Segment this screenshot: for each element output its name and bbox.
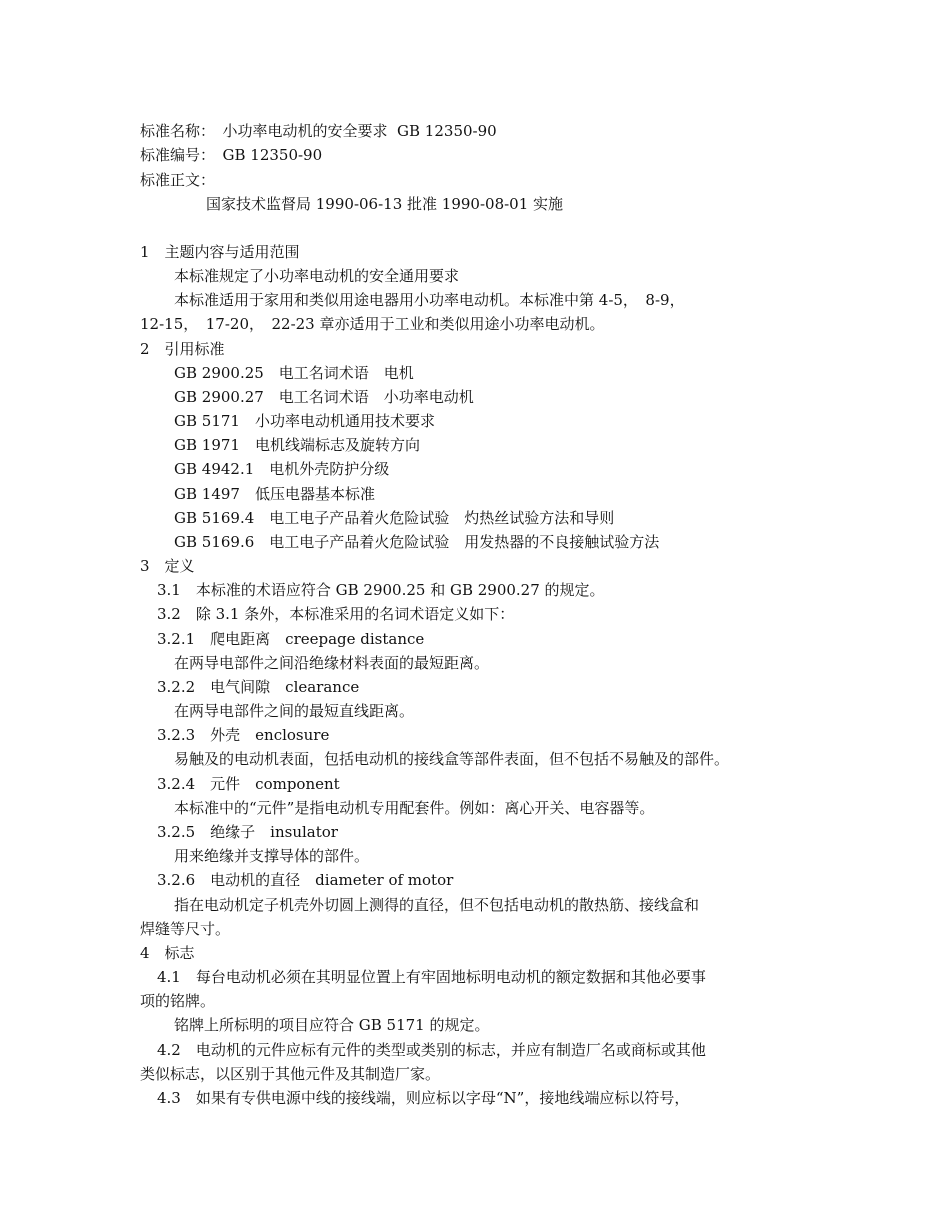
clause-4-1: 4.1 每台电动机必须在其明显位置上有牢固地标明电动机的额定数据和其他必要事 [157,968,706,986]
paragraph: 12-15， 17-20， 22-23 章亦适用于工业和类似用途小功率电动机。 [140,315,605,333]
standard-body-label: 标准正文： [140,171,216,189]
standard-number: 标准编号： GB 12350-90 [140,146,323,164]
reference-item: GB 5171 小功率电动机通用技术要求 [174,412,435,430]
reference-item: GB 2900.27 电工名词术语 小功率电动机 [174,388,474,406]
reference-item: GB 5169.6 电工电子产品着火危险试验 用发热器的不良接触试验方法 [174,533,660,551]
reference-item: GB 2900.25 电工名词术语 电机 [174,364,414,382]
reference-item: GB 4942.1 电机外壳防护分级 [174,460,390,478]
definition-term: 3.2.1 爬电距离 creepage distance [157,630,425,648]
clause-4-2: 类似标志，以区别于其他元件及其制造厂家。 [140,1065,441,1083]
standard-name: 标准名称： 小功率电动机的安全要求 GB 12350-90 [140,122,497,140]
definition-term: 3.2.6 电动机的直径 diameter of motor [157,871,454,889]
section-3-heading: 3 定义 [140,557,195,575]
definition-text: 指在电动机定子机壳外切圆上测得的直径，但不包括电动机的散热筋、接线盒和 [174,896,700,914]
clause-4-3: 4.3 如果有专供电源中线的接线端，则应标以字母“N”，接地线端应标以符号， [157,1089,690,1107]
section-4-heading: 4 标志 [140,944,195,962]
clause-3-1: 3.1 本标准的术语应符合 GB 2900.25 和 GB 2900.27 的规定。 [157,581,605,599]
definition-text: 在两导电部件之间的最短直线距离。 [174,702,415,720]
paragraph: 本标准规定了小功率电动机的安全通用要求 [174,267,460,285]
definition-text: 用来绝缘并支撑导体的部件。 [174,847,370,865]
reference-item: GB 1497 低压电器基本标准 [174,485,375,503]
definition-text: 焊缝等尺寸。 [140,920,231,938]
clause-4-1: 项的铭牌。 [140,992,216,1010]
definition-term: 3.2.2 电气间隙 clearance [157,678,360,696]
clause-4-2: 4.2 电动机的元件应标有元件的类型或类别的标志，并应有制造厂名或商标或其他 [157,1041,706,1059]
reference-item: GB 5169.4 电工电子产品着火危险试验 灼热丝试验方法和导则 [174,509,615,527]
clause-3-2: 3.2 除 3.1 条外，本标准采用的名词术语定义如下： [157,605,515,623]
paragraph: 本标准适用于家用和类似用途电器用小功率电动机。本标准中第 4-5， 8-9， [174,291,685,309]
definition-text: 本标准中的“元件”是指电动机专用配套件。例如：离心开关、电容器等。 [174,799,655,817]
definition-text: 易触及的电动机表面，包括电动机的接线盒等部件表面，但不包括不易触及的部件。 [174,750,730,768]
definition-term: 3.2.5 绝缘子 insulator [157,823,338,841]
reference-item: GB 1971 电机线端标志及旋转方向 [174,436,420,454]
definition-term: 3.2.3 外壳 enclosure [157,726,330,744]
approval-line: 国家技术监督局 1990-06-13 批准 1990-08-01 实施 [206,195,564,213]
section-2-heading: 2 引用标准 [140,340,225,358]
clause-4-1: 铭牌上所标明的项目应符合 GB 5171 的规定。 [174,1016,490,1034]
definition-text: 在两导电部件之间沿绝缘材料表面的最短距离。 [174,654,490,672]
definition-term: 3.2.4 元件 component [157,775,340,793]
section-1-heading: 1 主题内容与适用范围 [140,243,300,261]
